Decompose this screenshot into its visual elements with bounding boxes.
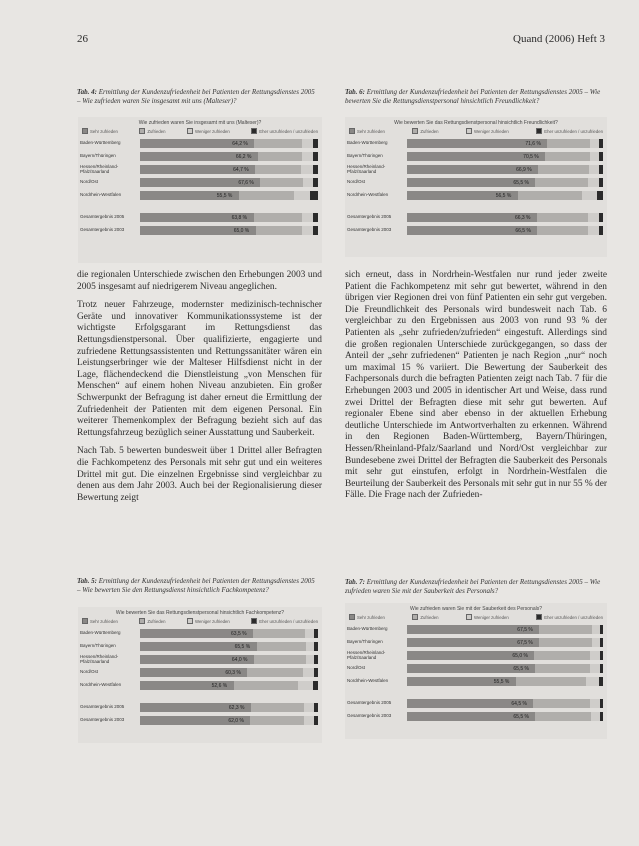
row-label: Bayern/Thüringen xyxy=(347,153,383,159)
legend-swatch xyxy=(139,618,145,624)
caption-text: Ermittlung der Kundenzufriedenheit bei Patienten der Rettungsdienstes 2005 – Wie bewerten Sie den Rettungsdienst hinsichtlich Fachkompetenz? xyxy=(77,577,315,594)
legend-label: Zufrieden xyxy=(147,128,166,134)
data-label: 64,7 % xyxy=(233,166,249,173)
legend-label: Weniger zufrieden xyxy=(473,128,509,134)
chart-row xyxy=(345,699,607,708)
data-label: 67,6 % xyxy=(238,179,254,186)
chart-row xyxy=(345,226,607,235)
bar-segment xyxy=(298,681,313,690)
paragraph: sich erneut, dass in Nordrhein-Westfalen nur rund jeder zweite Patient die Fachkompetenz mit sehr gut bewertet, während in den übrigen vier Regionen drei von fünf Patienten ein sehr gut vergeben. Die Freundlichkeit des Personals wird bundesweit nach Tab. 6 vergleichbar zu den Ergebnissen aus 2003 von rund 93 % der Patienten als „sehr zufrieden/zufrieden“ eingestuft. Allerdings sind die großen regionalen Unterschiede zurückgegangen, so dass der Anteil der „sehr zufriedenen“ Patienten je nach Region „nur“ noch um maximal 15 % variiert. Die Bewertung der Sauberkeit des Fachpersonals durch die befragten Patienten zeigt nach Tab. 7 für die Erhebungen 2003 und 2005 in identischer Art und Weise, dass rund zwei Drittel der Befragten diese mit sehr gut bewerten. Auf regionaler Ebene sind aber ebenso in der aktuellen Erhebung deutliche Unterschiede im Antwortverhalten zu erkennen. Während in den Regionen Baden-Württemberg, Bayern/Thüringen, Hessen/Rheinland-Pfalz/Saarland und Nord/Ost vergleichbar zur Bundesebene zwei Drittel der Befragten die Sauberkeit des Personals mit sehr gut einstufen, erfolgt in Nordrhein-Westfalen die Beurteilung der Sauberkeit des Personals mit sehr gut in nur 55 % der Fälle. Die Frage nach der Zufrieden- xyxy=(345,270,607,501)
data-label: 62,0 % xyxy=(228,717,244,724)
legend-swatch xyxy=(349,128,355,134)
data-label: 62,3 % xyxy=(228,704,245,711)
legend-label: Eher unzufrieden / unzufrieden xyxy=(259,128,318,134)
caption-text: Ermittlung der Kundenzufriedenheit bei Patienten der Rettungsdienstes 2005 – Wie zufrieden waren Sie insgesamt mit uns (Malteser)? xyxy=(77,88,315,105)
caption-text: Ermittlung der Kundenzufriedenheit bei Patienten der Rettungsdienstes 2005 – Wie zufrieden waren Sie mit der Sauberkeit des Personals? xyxy=(345,578,601,595)
legend-item xyxy=(187,618,230,624)
bar-segment xyxy=(600,699,603,708)
row-label: Baden-Württemberg xyxy=(347,140,388,146)
row-label: Nordrhein-Westfalen xyxy=(80,682,122,688)
chart-row xyxy=(345,191,607,200)
legend-item xyxy=(251,618,318,624)
bar-segment xyxy=(535,178,588,187)
legend-label: Zufrieden xyxy=(420,128,439,134)
caption-tab5 xyxy=(77,577,319,594)
bar-segment xyxy=(257,642,307,651)
legend-item xyxy=(466,614,509,620)
bar-segment xyxy=(592,625,600,634)
legend-label: Eher unzufrieden / unzufrieden xyxy=(544,128,603,134)
chart-row xyxy=(345,139,607,148)
bar-segment xyxy=(256,226,302,235)
data-label: 66,9 % xyxy=(516,166,532,173)
caption-label: Tab. 7: xyxy=(345,578,365,586)
row-label: Bayern/Thüringen xyxy=(347,639,383,645)
bar-segment xyxy=(302,139,312,148)
chart-row xyxy=(78,655,322,664)
legend-item xyxy=(536,128,603,134)
bar-segment xyxy=(534,651,590,660)
data-label: 67,5 % xyxy=(517,639,533,646)
bar-segment xyxy=(306,655,315,664)
bar-segment xyxy=(294,191,310,200)
caption-text: Ermittlung der Kundenzufriedenheit bei Patienten der Rettungsdienstes 2005 – Wie bewerten Sie die Rettungsdienstpersonal hinsichtlich Freundlichkeit? xyxy=(345,88,601,105)
bar-segment xyxy=(588,226,599,235)
chart-row xyxy=(345,664,607,673)
legend-label: Weniger zufrieden xyxy=(194,618,230,624)
row-label: Nord/Ost xyxy=(347,665,366,671)
legend-swatch xyxy=(536,128,542,134)
legend-swatch xyxy=(412,128,418,134)
bar-segment xyxy=(250,716,303,725)
legend-swatch xyxy=(412,614,418,620)
legend-item xyxy=(139,128,165,134)
bar-segment xyxy=(599,139,603,148)
legend-swatch xyxy=(82,128,88,134)
row-label: Nordrhein-Westfalen xyxy=(347,192,389,198)
bar-segment xyxy=(302,213,313,222)
bar-segment xyxy=(582,191,597,200)
row-label: Gesamtergebnis 2003 xyxy=(80,227,125,233)
caption-tab4 xyxy=(77,88,319,105)
bar-segment xyxy=(518,191,583,200)
bar-segment xyxy=(314,629,318,638)
data-label: 67,5 % xyxy=(517,626,533,633)
bar-segment xyxy=(314,655,318,664)
bar-segment xyxy=(258,152,303,161)
chart-title: Wie zufrieden waren Sie insgesamt mit uns (Malteser)? xyxy=(138,120,262,126)
data-label: 63,8 % xyxy=(231,214,248,221)
bar-segment xyxy=(516,677,587,686)
row-label: Gesamtergebnis 2005 xyxy=(347,214,392,220)
page-number: 26 xyxy=(77,33,88,45)
legend-label: Zufrieden xyxy=(420,614,439,620)
legend-swatch xyxy=(82,618,88,624)
bar-segment xyxy=(313,226,318,235)
chart-row xyxy=(345,638,607,647)
bar-segment xyxy=(599,165,603,174)
legend-swatch xyxy=(251,618,257,624)
bar-segment xyxy=(599,677,603,686)
bar-segment xyxy=(588,178,599,187)
bar-segment xyxy=(305,629,315,638)
bar-segment xyxy=(239,191,294,200)
data-label: 66,2 % xyxy=(235,153,252,160)
caption-label: Tab. 5: xyxy=(77,577,97,585)
data-label: 65,0 % xyxy=(233,227,250,234)
row-label: Nord/Ost xyxy=(80,669,99,675)
bar-segment xyxy=(539,625,592,634)
bar-segment xyxy=(535,712,591,721)
legend-label: Eher unzufrieden / unzufrieden xyxy=(544,614,603,620)
bar-segment xyxy=(590,651,600,660)
bar-segment xyxy=(254,213,302,222)
legend-item xyxy=(536,614,603,620)
journal-header: Quand (2006) Heft 3 xyxy=(513,33,605,45)
legend-item xyxy=(466,128,509,134)
bar-segment xyxy=(538,165,589,174)
caption-tab6 xyxy=(345,88,605,105)
bar-segment xyxy=(591,712,600,721)
bar-segment xyxy=(545,152,590,161)
bar-segment xyxy=(260,178,303,187)
chart-legend xyxy=(82,618,318,624)
bar-segment xyxy=(600,625,603,634)
data-label: 55,5 % xyxy=(216,192,233,199)
chart-row xyxy=(78,703,322,712)
row-label: Hessen/Rheinland-Pfalz/Saarland xyxy=(347,164,386,174)
legend-item xyxy=(251,128,318,134)
bar-segment xyxy=(313,178,318,187)
data-label: 70,5 % xyxy=(523,153,539,160)
bar-segment xyxy=(314,703,318,712)
paragraph: Trotz neuer Fahrzeuge, modernster medizinisch-technischer Geräte und innovativer Kommunikationssysteme ist der wichtigste Erfolgsgarant im Rettungsdienst das Rettungsdienstpersonal. Über qualifizierte, engagierte und zufriedene Rettungsassistenten und Rettungssanitäter wären ein Leistungserbringer wie der Malteser Hilfsdienst nicht in der Lage, flächendeckend die Dienstleistung „von Menschen für Menschen“ auf einem hohen Niveau anzubieten. Ein großer Schwerpunkt der Befragung ist daher erneut die Ermittlung der Zufriedenheit der Patienten mit dem eigenen Personal. Ein weiterer Themenkomplex der Befragung bezieht sich auf das Rettungsfahrzeug bezüglich seiner Ausstattung und Sauberkeit. xyxy=(77,300,322,438)
legend-item xyxy=(82,618,118,624)
data-label: 55,5 % xyxy=(493,678,510,685)
bar-segment xyxy=(314,716,318,725)
bar-segment xyxy=(590,699,600,708)
bar-segment xyxy=(255,165,301,174)
legend-item xyxy=(412,128,438,134)
row-label: Hessen/Rheinland-Pfalz/Saarland xyxy=(347,650,386,660)
legend-label: Sehr zufrieden xyxy=(90,128,118,134)
row-label: Hessen/Rheinland-Pfalz/Saarland xyxy=(80,164,119,174)
bar-segment xyxy=(599,226,603,235)
row-label: Gesamtergebnis 2005 xyxy=(80,214,125,220)
bar-segment xyxy=(303,668,314,677)
bar-segment xyxy=(254,139,302,148)
chart-row xyxy=(78,226,322,235)
bar-segment xyxy=(590,139,599,148)
left-column-text xyxy=(77,270,322,511)
chart-row xyxy=(345,712,607,721)
row-label: Bayern/Thüringen xyxy=(80,643,116,649)
bar-segment xyxy=(599,152,603,161)
row-label: Gesamtergebnis 2003 xyxy=(347,227,392,233)
bar-segment xyxy=(251,703,304,712)
bar-segment xyxy=(254,655,306,664)
bar-segment xyxy=(302,226,313,235)
chart-row xyxy=(345,178,607,187)
paragraph: die regionalen Unterschiede zwischen den Erhebungen 2003 und 2005 insgesamt auf niedrigerem Niveau angeglichen. xyxy=(77,270,322,292)
caption-label: Tab. 6: xyxy=(345,88,365,96)
legend-swatch xyxy=(536,614,542,620)
bar-segment xyxy=(314,668,318,677)
bar-segment xyxy=(302,152,313,161)
bar-segment xyxy=(588,213,599,222)
caption-label: Tab. 4: xyxy=(77,88,97,96)
bar-segment xyxy=(600,664,603,673)
data-label: 71,6 % xyxy=(525,140,541,147)
data-label: 63,5 % xyxy=(231,630,247,637)
bar-segment xyxy=(599,213,603,222)
data-label: 65,5 % xyxy=(513,713,529,720)
bar-segment xyxy=(599,178,603,187)
legend-label: Eher unzufrieden / unzufrieden xyxy=(259,618,318,624)
row-label: Nordrhein-Westfalen xyxy=(80,192,122,198)
data-label: 65,5 % xyxy=(513,179,529,186)
bar-segment xyxy=(253,629,305,638)
bar-segment xyxy=(537,213,588,222)
chart-row xyxy=(78,139,322,148)
legend-item xyxy=(82,128,118,134)
legend-label: Weniger zufrieden xyxy=(473,614,509,620)
row-label: Nord/Ost xyxy=(80,179,99,185)
bar-segment xyxy=(600,651,603,660)
chart-legend xyxy=(349,128,603,134)
legend-swatch xyxy=(187,128,193,134)
chart-row xyxy=(78,629,322,638)
bar-segment xyxy=(313,681,318,690)
bar-segment xyxy=(592,638,600,647)
legend-swatch xyxy=(251,128,257,134)
bar-segment xyxy=(533,699,590,708)
data-label: 64,5 % xyxy=(511,700,527,707)
legend-swatch xyxy=(349,614,355,620)
chart-tab5 xyxy=(78,607,322,743)
data-label: 64,2 % xyxy=(232,140,248,147)
bar-segment xyxy=(306,642,314,651)
bar-segment xyxy=(304,716,315,725)
legend-item xyxy=(187,128,230,134)
chart-row xyxy=(345,152,607,161)
row-label: Baden-Württemberg xyxy=(347,626,388,632)
chart-tab7 xyxy=(345,603,607,739)
data-label: 56,5 % xyxy=(495,192,512,199)
chart-row xyxy=(345,677,607,686)
bar-segment xyxy=(600,712,603,721)
bar-segment xyxy=(301,165,312,174)
right-column-text xyxy=(345,270,607,509)
data-label: 65,5 % xyxy=(513,665,529,672)
row-label: Bayern/Thüringen xyxy=(80,153,116,159)
chart-title: Wie bewerten Sie das Rettungsdienstpersonal hinsichtlich Freundlichkeit? xyxy=(394,120,558,126)
bar-segment xyxy=(589,165,599,174)
bar-segment xyxy=(547,139,590,148)
chart-tab4 xyxy=(78,117,322,263)
paragraph: Nach Tab. 5 bewerten bundesweit über 1 Drittel aller Befragten die Fachkompetenz des Personals mit sehr gut und ein weiteres Drittel mit gut. Die einzelnen Ergebnisse sind vergleichbar zu denen aus dem Jahr 2003. Auch bei der Regionalisierung dieser Bewertung zeigt xyxy=(77,446,322,503)
chart-legend xyxy=(82,128,318,134)
legend-item xyxy=(349,614,385,620)
bar-segment xyxy=(600,638,603,647)
data-label: 60,3 % xyxy=(225,669,241,676)
chart-row xyxy=(78,716,322,725)
row-label: Baden-Württemberg xyxy=(80,630,121,636)
row-label: Gesamtergebnis 2005 xyxy=(80,704,125,710)
bar-segment xyxy=(314,642,318,651)
chart-row xyxy=(78,165,322,174)
chart-row xyxy=(345,213,607,222)
data-label: 52,6 % xyxy=(211,682,228,689)
legend-label: Weniger zufrieden xyxy=(194,128,230,134)
chart-row xyxy=(78,152,322,161)
legend-label: Sehr zufrieden xyxy=(357,614,385,620)
bar-segment xyxy=(597,191,603,200)
row-label: Gesamtergebnis 2003 xyxy=(347,713,392,719)
legend-label: Sehr zufrieden xyxy=(357,128,385,134)
bar-segment xyxy=(313,139,318,148)
bar-segment xyxy=(535,664,590,673)
legend-swatch xyxy=(466,128,472,134)
data-label: 65,5 % xyxy=(234,643,251,650)
data-label: 65,0 % xyxy=(512,652,528,659)
chart-tab6 xyxy=(345,117,607,257)
chart-row xyxy=(78,668,322,677)
bar-segment xyxy=(304,703,314,712)
row-label: Baden-Württemberg xyxy=(80,140,121,146)
caption-tab7 xyxy=(345,578,605,595)
row-label: Gesamtergebnis 2005 xyxy=(347,700,392,706)
chart-row xyxy=(78,642,322,651)
row-label: Nordrhein-Westfalen xyxy=(347,678,389,684)
bar-segment xyxy=(313,213,318,222)
legend-label: Zufrieden xyxy=(147,618,166,624)
row-label: Gesamtergebnis 2003 xyxy=(80,717,125,723)
row-label: Hessen/Rheinland-Pfalz/Saarland xyxy=(80,654,119,664)
legend-swatch xyxy=(139,128,145,134)
bar-segment xyxy=(586,677,599,686)
bar-segment xyxy=(313,165,318,174)
data-label: 64,0 % xyxy=(231,656,248,663)
chart-title: Wie zufrieden waren Sie mit der Sauberkeit des Personals? xyxy=(409,606,542,612)
legend-swatch xyxy=(187,618,193,624)
bar-segment xyxy=(303,178,313,187)
chart-row xyxy=(78,213,322,222)
legend-item xyxy=(139,618,165,624)
bar-segment xyxy=(590,664,600,673)
legend-item xyxy=(349,128,385,134)
bar-segment xyxy=(537,226,588,235)
chart-title: Wie bewerten Sie das Rettungsdienstpersonal hinsichtlich Fachkompetenz? xyxy=(115,610,285,616)
chart-row xyxy=(345,165,607,174)
chart-row xyxy=(78,681,322,690)
bar-segment xyxy=(313,152,318,161)
chart-legend xyxy=(349,614,603,620)
chart-row xyxy=(345,651,607,660)
legend-item xyxy=(412,614,438,620)
data-label: 66,5 % xyxy=(515,227,531,234)
chart-row xyxy=(345,625,607,634)
bar-segment xyxy=(539,638,592,647)
bar-segment xyxy=(310,191,318,200)
legend-swatch xyxy=(466,614,472,620)
bar-segment xyxy=(247,668,302,677)
chart-row xyxy=(78,178,322,187)
data-label: 66,3 % xyxy=(514,214,531,221)
legend-label: Sehr zufrieden xyxy=(90,618,118,624)
row-label: Nord/Ost xyxy=(347,179,366,185)
chart-row xyxy=(78,191,322,200)
bar-segment xyxy=(590,152,599,161)
bar-segment xyxy=(234,681,298,690)
